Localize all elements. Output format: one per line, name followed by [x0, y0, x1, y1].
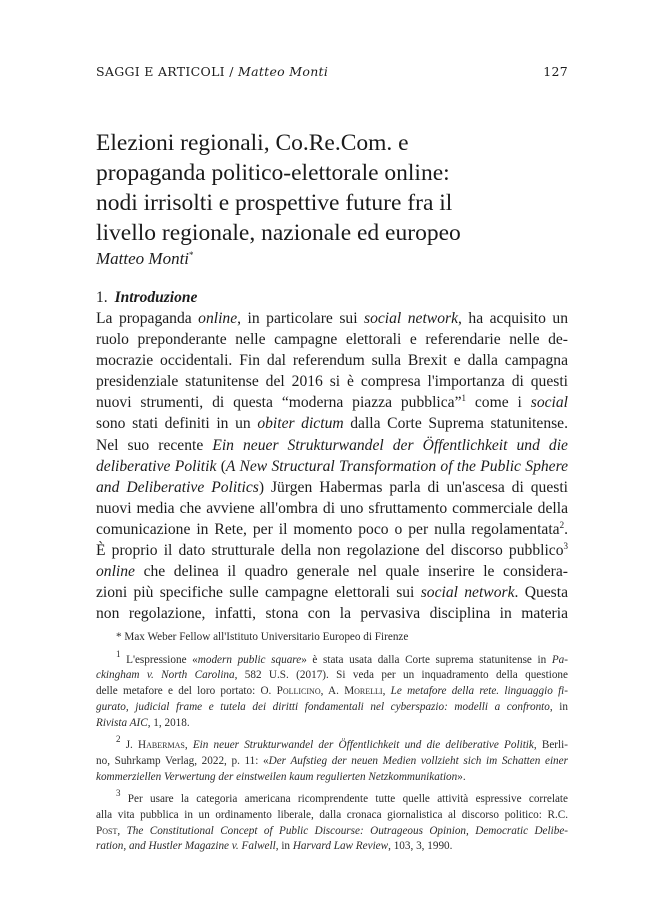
italic-text: Pa-: [551, 653, 568, 666]
section-title: Introduzione: [114, 289, 198, 306]
footnote: [96, 734, 568, 785]
text-run: . Questa: [514, 584, 569, 602]
body-line: [96, 540, 568, 561]
footnote-ref: 1: [461, 393, 466, 404]
footnote-line: [96, 770, 568, 786]
italic-text: and Deliberative Politics: [96, 478, 259, 496]
body-line: [96, 392, 568, 413]
text-run: La propaganda: [96, 310, 199, 327]
article-author: [96, 249, 194, 269]
footnote-ref: 2: [559, 519, 565, 530]
body-line: [96, 603, 568, 624]
footnote-ref: 3: [563, 541, 568, 552]
italic-text: Ein neuer Strukturwandel der Öffentlichkeit und die: [212, 436, 568, 454]
italic-text: social: [530, 394, 568, 412]
footnote-line: [96, 630, 568, 646]
italic-text: modern public square: [197, 653, 302, 666]
italic-text: deliberative Politik: [96, 457, 217, 475]
text-run: Per usare la categoria americana ricomprendente tutte quelle attività espressive correlate: [120, 793, 568, 806]
section-heading: [96, 289, 197, 307]
footnote-line: [96, 700, 568, 716]
text-run: nuovi strumenti, di questa “moderna piazza pubblica”: [96, 394, 462, 412]
body-line: [96, 329, 568, 350]
body-line: [96, 561, 568, 582]
text-run: J.: [120, 739, 139, 752]
text-run: che delinea il quadro generale nel quale inserire le considera-: [134, 563, 568, 581]
text-run: , A.: [320, 685, 345, 698]
body-line: [96, 519, 568, 540]
footnote-line: [96, 788, 568, 808]
text-run: ruolo preponderante nelle campagne elettorali e referendarie nelle de-: [96, 331, 568, 349]
text-run: (: [216, 457, 226, 475]
running-header-left: [96, 64, 328, 79]
text-run: L'espressione «: [120, 653, 198, 666]
italic-text: A New Structural Transformation of the Public Sphere: [225, 457, 568, 475]
text-run: * Max Weber Fellow all'Istituto Universitario Europeo di Firenze: [116, 631, 409, 643]
text-run: .: [564, 520, 568, 538]
text-run: , 582 U.S. (2017). Si veda per un inquadramento della questione: [234, 669, 568, 682]
footnote-ref: 1: [116, 648, 121, 659]
section-number: 1.: [96, 289, 108, 306]
italic-text: ration, and Hustler Magazine v. Falwell: [96, 840, 276, 853]
title-line: nodi irrisolti e prospettive future fra il: [96, 190, 453, 216]
text-run: delle metafore e del loro portato: O.: [96, 685, 277, 698]
text-run: , ha acquisito un: [458, 310, 568, 327]
italic-text: kommerziellen Verwertung der einstweilen kaum regulierten Netzkommunikation: [96, 770, 458, 783]
text-run: come i: [466, 394, 531, 412]
small-caps-name: Habermas: [138, 739, 185, 752]
author-name: Matteo Monti: [96, 249, 190, 268]
italic-text: The Constitutional Concept of Public Discourse: Outrageous Opinion, Democratic Delibe-: [126, 824, 569, 837]
text-run: comunicazione in Rete, per il momento poco o per nulla regolamentata: [96, 520, 560, 538]
text-run: dalla Corte Suprema statunitense.: [343, 415, 568, 433]
body-line: [96, 435, 568, 456]
small-caps-name: Pollicino: [276, 685, 321, 698]
text-run: alla vita pubblica in un ordinamento liberale, dalla cronaca giornalistica al discorso politico: R.C.: [96, 809, 568, 822]
body-line: [96, 413, 568, 434]
text-run: presidenziale statunitense del 2016 si è compresa l'importanza di questi: [96, 373, 568, 391]
small-caps-name: Post: [96, 824, 118, 837]
title-line: Elezioni regionali, Co.Re.Com. e: [96, 130, 409, 156]
italic-text: social network: [364, 310, 458, 327]
text-run: non regolazione, infatti, stona con la pervasiva disciplina in materia: [96, 605, 568, 623]
title-line: livello regionale, nazionale ed europeo: [96, 220, 461, 246]
body-line: [96, 498, 568, 519]
footnote-line: [96, 824, 568, 840]
italic-text: Ein neuer Strukturwandel der Öffentlichkeit und die deliberative Politik: [192, 739, 534, 752]
text-run: ,: [382, 685, 391, 698]
italic-text: Harvard Law Review: [292, 840, 389, 853]
footnote-ref: 2: [116, 734, 121, 745]
footnote-line: [96, 716, 568, 732]
text-run: , in particolare sui: [237, 310, 365, 327]
text-run: nuovi media che avviene all'ombra di uno sfruttamento commerciale della: [96, 499, 568, 517]
footnote-line: [96, 734, 568, 754]
italic-text: Le metafore della rete. linguaggio fi-: [390, 685, 569, 698]
header-author: Matteo Monti: [237, 64, 329, 79]
footnote: [96, 630, 568, 646]
footnote: [96, 648, 569, 732]
article-title: [96, 128, 568, 248]
footnote-line: [96, 668, 568, 684]
text-run: È proprio il dato strutturale della non regolazione del discorso pubblico: [96, 542, 564, 560]
author-footnote-mark: *: [189, 250, 194, 260]
body-line: [96, 308, 568, 329]
text-run: ,: [184, 739, 193, 752]
text-run: , 1, 2018.: [147, 716, 190, 729]
body-line: [96, 350, 568, 371]
text-run: no, Suhrkamp Verlag, 2022, p. 11: «: [96, 754, 269, 767]
body-text: [96, 308, 568, 624]
footnote-line: [96, 808, 568, 824]
footnotes: [96, 630, 568, 862]
text-run: ,: [117, 824, 127, 837]
footnote: [96, 788, 569, 855]
text-run: ) Jürgen Habermas parla di un'ascesa di questi: [258, 478, 568, 496]
italic-text: social network: [420, 584, 515, 602]
body-line: [96, 371, 568, 392]
italic-text: Rivista AIC: [96, 716, 148, 729]
text-run: , Berli-: [533, 739, 568, 752]
text-run: mocrazie occidentali. Fin dal referendum sulla Brexit e dalla campagna: [96, 352, 568, 370]
italic-text: Der Aufstieg der neuen Medien vollzieht sich im Schatten einer: [268, 754, 568, 767]
text-run: ».: [457, 770, 466, 783]
title-line: propaganda politico-elettorale online:: [96, 160, 450, 186]
header-section: SAGGI E ARTICOLI: [96, 64, 225, 79]
footnote-line: [96, 754, 568, 770]
text-run: , 103, 3, 1990.: [388, 840, 453, 853]
text-run: , in: [275, 840, 293, 853]
running-header: [96, 64, 568, 84]
text-run: , in: [549, 700, 568, 713]
footnote-ref: 3: [116, 788, 121, 799]
header-separator: /: [224, 64, 238, 79]
footnote-line: [96, 839, 568, 855]
italic-text: online: [198, 310, 238, 327]
italic-text: obiter dictum: [257, 415, 344, 433]
body-line: [96, 582, 568, 603]
italic-text: gurato, judicial frame e tutela dei diritti fondamentali nel cyberspazio: modelli a confronto: [96, 700, 550, 713]
text-run: sono stati definiti in un: [96, 415, 258, 433]
body-line: [96, 477, 568, 498]
text-run: » è stata usata dalla Corte suprema statunitense in: [301, 653, 552, 666]
italic-text: ckingham v. North Carolina: [96, 669, 235, 682]
text-run: zioni più specifiche sulle campagne elettorali sui: [96, 584, 421, 602]
italic-text: online: [96, 563, 135, 581]
text-run: Nel suo recente: [96, 436, 213, 454]
body-line: [96, 456, 568, 477]
page-number: 127: [543, 64, 568, 79]
footnote-line: [96, 648, 568, 669]
footnote-line: [96, 684, 568, 700]
small-caps-name: Morelli: [344, 685, 383, 698]
